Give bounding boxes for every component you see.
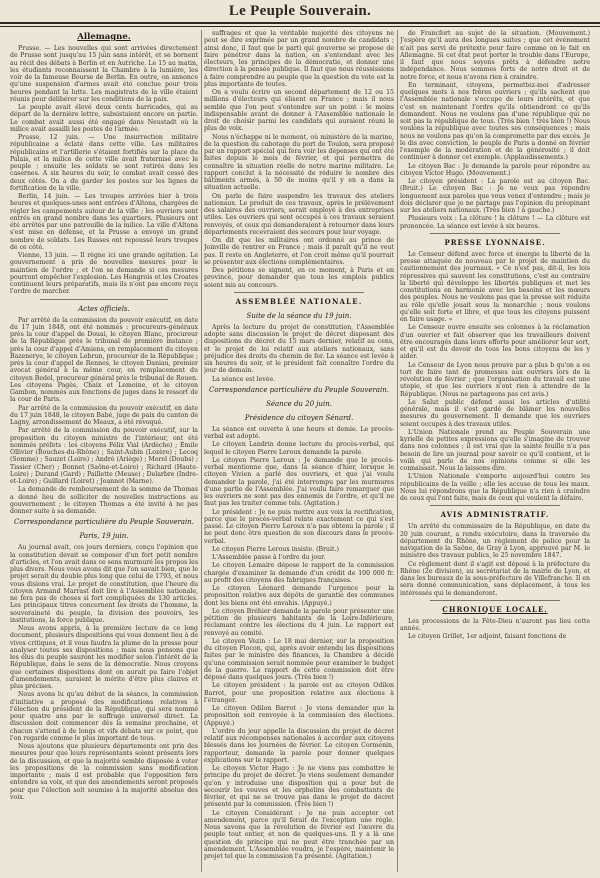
article-paragraph: La demande de remboursement de la somme de Thomas a donné lieu de solliciter de nouvelles instructions au gouvernement ; le citoyen Thomas a été invité à ne pas donner suite à sa demande.	[10, 486, 198, 515]
article-paragraph: On parle de faire suspendre les travaux des ateliers nationaux. Le produit de ces travaux, après le prélèvement des salaires des ouvriers, serait employé à des entreprises utiles. Les ouvriers qui sont occupés à ces travaux seraient renvoyés, et ceux qui demanderaient à retourner dans leurs départements recevraient des secours pour leur voyage.	[204, 192, 394, 236]
article-paragraph: Le citoyen Grillet, 1er adjoint, faisant fonctions de	[408, 633, 567, 641]
article-paragraph: Le citoyen Odilon Barrot : Je viens demander que la proposition soit renvoyée à la commission des élections. (Appuyé.)	[204, 705, 394, 727]
section-divider	[430, 505, 560, 506]
article-paragraph: Nous avons lu qu'au début de la séance, la commission d'initiative a proposé des modifications relatives à l'élection du président de la République, qui sera nommé pour quatre ans par le suffrage universel direct. La discussion doit commencer dès la semaine prochaine, et chacun s'attend à de longs et vifs débats sur ce point, que l'on regarde comme le plus important de tous.	[10, 691, 198, 742]
article-paragraph: Par arrêté de la commission du pouvoir exécutif, en date du 17 juin 1848, le citoyen Babé, juge de paix du canton de Lagny, arrondissement de Meaux, a été révoqué.	[10, 404, 198, 426]
article-paragraph: Le citoyen Victor Hugo : Je ne viens pas combattre le principe du projet de décret. Je viens seulement demander qu'on y introduise une disposition qui a pour but de secourir les veuves et les orphelins des combattants de février, et qui ne se trouve pas dans le projet de décret présenté par la commission. (Très bien !)	[204, 765, 394, 809]
article-paragraph: Le citoyen président : la parole est au citoyen Odilon Barrot, pour une proposition relative aux élections à l'étranger.	[204, 682, 394, 704]
dateline: Paris, 19 juin.	[79, 532, 129, 541]
article-paragraph: Prusse, 12 juin. — Une insurrection militaire républicaine a éclaté dans cette ville. Les militaires républicains et l'artillerie s'étaient fortifiés sur la place du Palais, et la milice de cette ville avait fraternisé avec le peuple ; ensuite les soldats se sont retirés dans les casernes. A six heures du soir, le combat avait cessé des deux côtés. On a du garder les postes sur les lignes de fortification de la ville.	[10, 134, 198, 192]
article-paragraph: Au journal avait, ces jours derniers, conçu l'opinion que la constitution devait se composer d'un fort petit nombre d'articles, et l'on avait dans ce sens murmuré les propos les plus divers. Nous vous avons dit que l'on savait bien, que le projet serait du double plus long que celui de 1793, et nous vous disions vrai. Le projet de constitution, que l'heure du citoyen Armand Marrast doit lire à l'Assemblée nationale, ne fera pas de choses si fort compliquées de 130 articles. Les principaux titres concernent les droits de l'homme, la souveraineté du peuple, la division des pouvoirs, les institutions, la force publique.	[10, 544, 198, 624]
section-heading-presse-lyonnaise: PRESSE LYONNAISE.	[444, 237, 546, 247]
article-paragraph: Les processions de la Fête-Dieu n'auront pas lieu cette année.	[400, 617, 590, 632]
article-paragraph: Berlin, 14 juin. — Les troupes arrivées hier à trois heures et quelques-unes sont entrées d'Altona, chargées de régler les campements autour de la ville ; les ouvriers sont entrés en grand nombre dans les quartiers. Plusieurs ont été arrêtés par une patrouille de la milice. La ville d'Altona s'est mise en défense, et la Prusse a envoyé un grand nombre de soldats. Les Russes ont repoussé leurs troupes de ce côté.	[10, 193, 198, 251]
section-heading-avis-administratif: AVIS ADMINISTRATIF.	[440, 510, 550, 520]
article-paragraph: L'Assemblée passe à l'ordre du jour.	[212, 554, 326, 561]
article-paragraph: Par arrêté de la commission du pouvoir exécutif, sur la proposition du citoyen ministre de l'intérieur, ont été nommés préfets : les citoyens Félix Vial (Ardèche) ; Émile Ollivier (Bouches-du-Rhône) ; Saint-Aubin (Lozère) ; Lecoq (Somme) ; Sauzet (Loire) ; André (Ariège) ; Morel (Doubs) ; Tissier (Cher) ; Bonnet (Saône-et-Loire) ; Richard (Haute-Loire) ; Durand (Gard) ; Paillette (Meuse) ; Delarbre (Indre-et-Loire) ; Guillard (Loiret) ; Jeannot (Marne).	[10, 427, 198, 485]
article-paragraph: La séance est ouverte à une heure et demie. Le procès-verbal est adopté.	[204, 425, 394, 440]
article-paragraph: En terminant, citoyens, permettez-moi d'adresser quelques mots à nos frères ouvriers ; qu'ils sachent que l'Assemblée nationale s'occupe de leurs intérêts, et que c'est en maintenant l'ordre qu'ils obtiendront ce qu'ils demandent. Nous ne voulons pas d'une république qui ne soit pas la république de tous. (Très bien ! très bien !) Nous voulons la république avec toutes ses conséquences ; mais nous ne voulons pas qu'on la compromette par des excès. Je le dis avec conviction, le peuple de Paris a donné en février l'exemple de la modération et de la générosité ; il doit continuer à donner cet exemple. (Applaudissements.)	[400, 81, 590, 162]
article-paragraph: Le citoyen Pierre Leroux : Je demande que le procès-verbal mentionne que, dans la séance d'hier, lorsque le citoyen Vivien a parlé des ouvriers, et que j'ai voulu demander la parole, j'ai été interrompu par les murmures d'une partie de l'Assemblée. J'ai voulu faire remarquer que les ouvriers ne sont pas des ennemis de l'ordre, et qu'il ne faut pas les traiter comme tels. (Agitation.)	[204, 456, 394, 508]
section-heading-actes-officiels: Actes officiels.	[78, 304, 130, 313]
article-paragraph: Des pétitions se signent, en ce moment, à Paris et en province, pour demander que tous les emplois publics soient mis au concours.	[204, 267, 394, 289]
article-paragraph: Le président : Je ne puis mettre aux voix la rectification, parce que le procès-verbal relate exactement ce qui s'est passé. Le citoyen Pierre Leroux n'a pas obtenu la parole ; il ne peut donc être question de son discours dans le procès-verbal.	[204, 508, 394, 545]
article-paragraph: Ce règlement dont il s'agit est déposé à la préfecture du Rhône (2e division), au secrétariat de la mairie de Lyon, et dans les bureaux de la sous-préfecture de Villefranche. Il en sera donné communication, sans déplacement, à tous les intéressés qui le demanderont.	[400, 560, 590, 597]
article-paragraph: Le citoyen Pierre Leroux insiste. (Bruit.)	[212, 545, 339, 553]
article-paragraph: Par arrêté de la commission du pouvoir exécutif, en date du 17 juin 1848, ont été nommés : procureurs-généraux près la cour d'appel de Douai, le citoyen Blanc, procureur de la République près le tribunal de première instance ; près la cour d'appel d'Amiens, en remplacement du citoyen Bazenerye, le citoyen Lebrun, procureur de la République ; près la cour d'appel de Rennes, le citoyen Daniau, premier avocat général à la même cour, en remplacement du citoyen Bedel, procureur général près le tribunal de Rouen. Les citoyens Pagès, Chaix et Lemoine, et le citoyen Gambon, nommés aux fonctions de juges dans le ressort de la cour de Paris.	[10, 316, 198, 404]
article-paragraph: Après la lecture du projet de constitution, l'Assemblée adopte sans discussion le projet de décret disposant des dispositions du décret du 15 mars dernier, relatif au cens, et le projet de loi relatif aux ateliers nationaux, sans préjudice des droits du chemin de fer. La séance est levée à six heures du soir, et le président fait connaître l'ordre du jour de demain.	[204, 323, 394, 375]
article-paragraph: Le citoyen Lemaire dépose le rapport de la commission chargée d'examiner la demande d'un crédit de 100 000 fr. au profit des citoyens des fabriques françaises.	[204, 562, 394, 584]
article-paragraph: L'ordre du jour appelle la discussion du projet de décret relatif aux récompenses nationales à accorder aux citoyens blessés dans les journées de février. Le citoyen Cormenin, rapporteur, demande la parole pour donner quelques explications sur le rapport.	[204, 727, 394, 764]
article-paragraph: Le citoyen Landrin donne lecture du procès-verbal, qui lequel le citoyen Pierre Leroux demande la parole.	[204, 441, 394, 456]
section-divider	[430, 600, 560, 601]
masthead	[0, 0, 600, 24]
article-paragraph: Le citoyen Bréhier demande la parole pour présenter une pétition de plusieurs habitants de la Loire-Inférieure, réclamant contre les élections du 4 juin. Le rapport est renvoyé au comité.	[204, 607, 394, 637]
article-paragraph: Nous avons appris, à la première lecture de ce long document, plusieurs dispositions qui vous donnent lieu à de vives critiques, et il vous faudra la plume de la presse pour analyser toutes ses dispositions ; mais nous pensons que les élus du peuple sauront les modifier selon l'intérêt de la République, dans le sens de la démocratie. Nous croyons que certaines dispositions dont on aurait pu faire l'objet d'amendements, auraient le mérite d'être plus claires et plus précises.	[10, 625, 198, 690]
article-paragraph: Plusieurs voix : La clôture ! la clôture ! — La clôture est prononcée. La séance est levée à six heures.	[400, 215, 590, 230]
article-paragraph: On dit que les militaires ont ordonné au prince de Joinville de rentrer en France ; mais il paraît qu'il ne veut pas. Il reste en Angleterre, et l'on croit même qu'il pourrait se présenter aux élections complémentaires.	[204, 237, 394, 266]
article-paragraph: Le Salut public défend aussi les articles d'utilité générale, mais il s'est gardé de blâmer les nouvelles mesures du gouvernement. Il demande que les ouvriers soient occupés à des travaux utiles.	[400, 398, 590, 428]
column-3	[400, 30, 590, 872]
article-paragraph: Le citoyen Bac : Je demande la parole pour répondre au citoyen Victor Hugo. (Mouvement.)	[400, 162, 590, 177]
article-paragraph: Vienne, 13 juin. — Il règne ici une grande agitation. Le gouvernement a pris de nouvelles mesures pour le maintien de l'ordre ; et l'on se demande si ces mesures pourront empêcher l'explosion. Les Hongrois et les Croates continuent leurs préparatifs, mais ils n'ont pas encore reçu l'ordre de marcher.	[10, 252, 198, 296]
section-heading-assemblee-nationale: ASSEMBLÉE NATIONALE.	[235, 296, 363, 306]
article-paragraph: Prusse. — Les nouvelles qui sont arrivées directement de Prusse sont jusqu'au 15 juin sans intérêt, et se bornent au récit des débats à Berlin et en Autriche. Le 15 au matin, les étudiants reconnaissent la Chambre à la lumière, les voir de la fameuse Bourse de Berlin. En outre, on annonce qu'une suspension d'armes avait été conclue pour trois heures pendant la lutte. Les magistrats de la ville étaient réunis pour délibérer sur les conditions de la paix.	[10, 45, 198, 103]
section-divider	[40, 299, 168, 300]
article-paragraph: Le citoyen président : La parole est au citoyen Bac. (Bruit.) Le citoyen Bac : Je ne veux pas répondre longuement aux paroles que vous venez d'entendre ; mais je dois déclarer que je ne partage pas l'opinion du préopinant sur les ateliers nationaux. (Très bien ! à gauche.)	[400, 178, 590, 214]
section-heading-chronique-locale: CHRONIQUE LOCALE.	[442, 604, 548, 614]
masthead-rule	[0, 26, 600, 27]
section-divider	[430, 233, 560, 234]
column-2	[204, 30, 394, 872]
article-paragraph: Un arrêté du commissaire de la République, en date du 20 juin courant, a rendu exécutoire, dans la traversée du département du Rhône, un règlement de police pour la navigation de la Saône, de Gray à Lyon, approuvé par M. le ministre des travaux publics, le 25 novembre 1847.	[400, 523, 590, 560]
article-paragraph: Le Censeur ouvre ensuite ses colonnes à la réclamation d'un ouvrier et fait observer que les travailleurs doivent être encouragés dans leurs efforts pour améliorer leur sort, et qu'il est du devoir de tous les bons citoyens de les y aider.	[400, 324, 590, 361]
article-paragraph: Le peuple avait élevé deux cents barricades, qui au départ de la dernière lettre, subsistaient encore en partie. Le combat avait aussi été engagé dans Neustadt où la milice avait assailli les postes de l'armée.	[10, 104, 198, 133]
newspaper-title: Le Peuple Souverain.	[228, 3, 372, 19]
section-subheading: Séance du 20 juin.	[266, 399, 332, 408]
article-paragraph: Le Censeur défend avec force et énergie la liberté de la presse attaquée de nouveau par le projet de maintien du cautionnement des journaux. « Ce n'est pas, dit-il, les lois répressives qui sauvent les constitutions, c'est au contraire la liberté qui développe les libertés publiques et met les constitutions en harmonie avec les besoins et les mœurs des peuples. Nous ne voulons pas que la presse soit réduite au rôle qu'elle jouait sous la monarchie ; nous voulons qu'elle soit forte et libre, et que tous les citoyens puissent en faire usage. »	[400, 250, 590, 323]
article-paragraph: L'Union Nationale s'emporte aujourd'hui contre les républicains de la veille ; elle les accuse de tous les maux. Nous lui répondrons que la République n'a rien à craindre de ceux qui l'ont faite, mais de ceux qui veulent la défaire.	[400, 473, 590, 502]
article-paragraph: Le citoyen Vezin : Le 18 mai dernier, sur la proposition du citoyen Flocon, qui, après avoir entendu les dispositions faites par le ministre des finances, la Chambre a décidé qu'une commission serait nommée pour examiner le budget de la guerre. Le rapport de cette commission doit être déposé dans quelques jours. (Très bien !)	[204, 637, 394, 681]
section-subheading: Suite de la séance du 19 juin.	[246, 311, 352, 320]
article-paragraph: de Francfort au sujet de la situation. (Mouvement.) J'espère qu'il aura des longues suites ; que cet événement n'ait pas servi de prétexte pour faire comme on le fait en Allemagne. Si cet état peut porter le trouble dans l'Europe, il faut que nous soyons prêts à défendre notre indépendance. Nous sommes forts de notre droit et de notre force, et nous n'avons rien à craindre.	[400, 30, 590, 81]
section-heading-correspondance: Correspondance particulière du Peuple Souverain.	[14, 518, 194, 527]
column-1	[10, 30, 198, 872]
presidency-line: Présidence du citoyen Sénard.	[244, 413, 354, 422]
article-paragraph: On a voulu écrire un second département de 12 ou 15 millions d'électeurs qui élisent en France ; mais il nous semble que l'on peut s'entendre sur un point : le moins indispensable avant de donner à l'Assemblée nationale le droit de choisir parmi les candidats qui auraient réuni le plus de voix.	[204, 89, 394, 133]
article-paragraph: Le citoyen Considérant : Je ne puis accepter cet amendement, parce qu'il ferait de l'exception une règle. Nous savons que la révolution de février est l'œuvre du peuple tout entier, et non de quelques-uns. Il y a là une question de principe qui ne peut être tranchée par un amendement. L'Assemblée voudra, je l'espère, maintenir le projet tel que la commission l'a présenté. (Agitation.)	[204, 809, 394, 860]
section-divider	[234, 292, 364, 293]
article-paragraph: Nous ajoutons que plusieurs départements ont pris des mesures pour que leurs représentants soient présents lors de la discussion, et que la majorité semble disposée à voter les propositions de la commission sans modification importante ; mais il est probable que l'opposition fera entendre sa voix, et que des amendements seront proposés pour que l'élection soit soumise à la majorité absolue des voix.	[10, 743, 198, 801]
article-paragraph: Le citoyen Léonard demande l'urgence pour la proposition relative aux dépôts de garantie des communes dont les biens ont été envahis. (Appuyé.)	[204, 585, 394, 607]
column-separator	[397, 30, 398, 872]
article-paragraph: Le Censeur de Lyon nous prouve par a plus b qu'on a eu tort de faire tant de promesses aux ouvriers lors de la révolution de février ; que l'organisation du travail est une utopie, et que les ouvriers n'ont rien à attendre de la République. (Nous ne partageons pas cet avis.)	[400, 361, 590, 398]
article-paragraph: La séance est levée.	[212, 375, 276, 383]
article-paragraph: suffrages et que la véritable majorité des citoyens ne peut se dire exprimée par un grand nombre de candidats ; ainsi donc, il faut que le parti qui gouverne se propose de faire pénétrer dans la nation, en s'entendant avec les électeurs, les principes de la démocratie, et donner une direction à la pensée publique. Il faut que nous réussissions à faire comprendre au peuple que la question du vote est la plus importante de toutes.	[204, 30, 394, 88]
article-paragraph: Nous n'échappe ni le moment, où ministère de la marine, de la question du cabotage du port de Toulon, sera proposé par un rapport spécial qui fera voir les dépenses qui ont été faites depuis le mois de février, et qui permettra de connaître la situation réelle de notre marine militaire. Le rapport conclut à la nécessité de réduire le nombre des bâtiments armés, à 50 de moins qu'il y en a dans la situation actuelle.	[204, 133, 394, 192]
section-heading-allemagne: Allemagne.	[77, 32, 131, 42]
section-heading-correspondance: Correspondance particulière du Peuple Souverain.	[209, 385, 389, 394]
article-paragraph: L'Union Nationale prend au Peuple Souverain une kyrielle de petites expressions qu'elle s'imagine de trouver dans nos colonnes ; il est vrai que la sainte feuille n'a pas besoin de lire un journal pour savoir ce qu'il contient, et le voilà qui parle de nos opinions comme si elle les connaissait. Nous la laissons dire.	[400, 428, 590, 472]
column-separator	[201, 30, 202, 872]
